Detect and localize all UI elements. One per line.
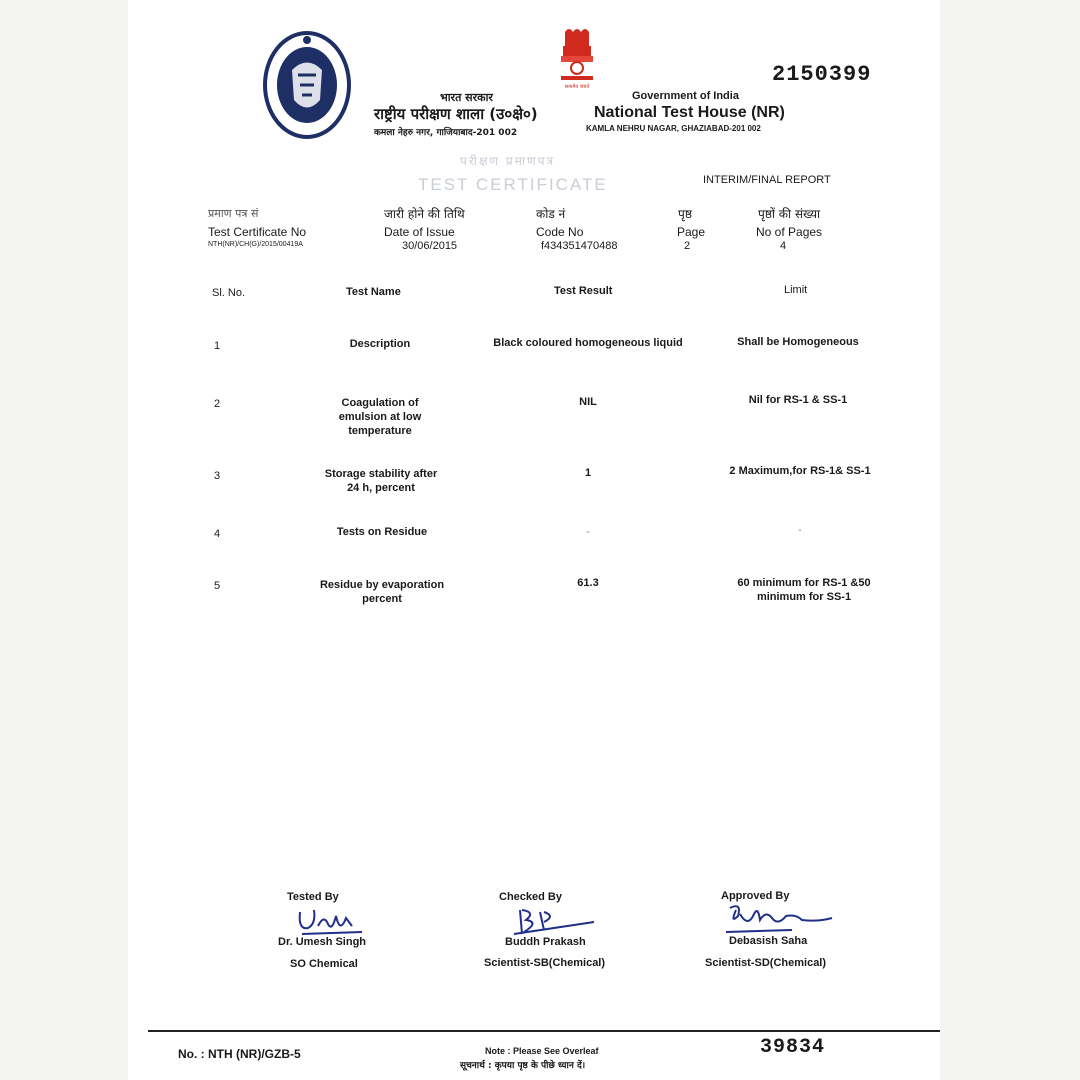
approved-by-signature xyxy=(722,900,838,936)
table-row-name: Storage stability after 24 h, percent xyxy=(324,468,438,494)
page-label: Page xyxy=(677,225,706,239)
tested-by-label: Tested By xyxy=(287,891,339,903)
serial-number: 2150399 xyxy=(772,62,872,87)
table-row-sl: 3 xyxy=(214,470,221,482)
code-hindi: कोड नं xyxy=(536,207,566,221)
table-row-sl: 4 xyxy=(214,528,221,540)
footer-note-hindi: सूचनार्थ : कृपया पृष्ठ के पीछे ध्यान दें। xyxy=(460,1061,586,1071)
hindi-govt: भारत सरकार xyxy=(440,91,493,104)
date-hindi: जारी होने की तिथि xyxy=(384,207,465,221)
table-row-name: Tests on Residue xyxy=(336,526,428,538)
table-row-limit: 60 minimum for RS-1 &50 minimum for SS-1 xyxy=(737,577,871,603)
table-row-sl: 5 xyxy=(214,580,221,592)
table-row-name: Description xyxy=(349,338,411,350)
header-limit: Limit xyxy=(784,284,808,296)
checked-by-name: Buddh Prakash xyxy=(505,936,586,948)
date-label: Date of Issue xyxy=(384,225,455,239)
table-row-limit: 2 Maximum,for RS-1& SS-1 xyxy=(729,465,871,477)
cert-no-value: NTH(NR)/CH(G)/2015/00419A xyxy=(208,241,303,248)
code-value: f434351470488 xyxy=(541,240,618,252)
checked-by-label: Checked By xyxy=(499,891,562,903)
date-value: 30/06/2015 xyxy=(402,240,458,252)
table-row-result: 1 xyxy=(584,467,592,479)
page-hindi: पृष्ठ xyxy=(678,207,692,221)
table-row-limit: Nil for RS-1 & SS-1 xyxy=(748,394,848,406)
pages-value: 4 xyxy=(780,240,787,252)
emblem-motto: सत्यमेव जयते xyxy=(564,84,590,90)
approved-by-name: Debasish Saha xyxy=(729,935,808,947)
table-row-sl: 1 xyxy=(214,340,221,352)
table-row-sl: 2 xyxy=(214,398,221,410)
document-title: TEST CERTIFICATE xyxy=(418,175,608,194)
nth-seal-logo xyxy=(262,30,352,140)
footer-number: 39834 xyxy=(760,1036,826,1059)
cert-no-label: Test Certificate No xyxy=(208,225,307,239)
table-row-result: NIL xyxy=(579,396,597,408)
table-row-result: - xyxy=(586,526,590,538)
pages-label: No of Pages xyxy=(756,225,823,239)
table-row-result: 61.3 xyxy=(577,577,599,589)
form-number: No. : NTH (NR)/GZB-5 xyxy=(178,1047,301,1061)
table-row-limit: Shall be Homogeneous xyxy=(737,336,859,348)
org-address: KAMLA NEHRU NAGAR, GHAZIABAD-201 002 xyxy=(586,124,761,133)
header-test-result: Test Result xyxy=(554,285,613,297)
title-hindi: परीक्षण प्रमाणपत्र xyxy=(460,154,556,168)
checked-by-signature xyxy=(510,904,600,940)
code-label: Code No xyxy=(536,225,584,239)
page-value: 2 xyxy=(684,240,691,252)
approved-by-designation: Scientist-SD(Chemical) xyxy=(705,957,827,969)
report-type: INTERIM/FINAL REPORT xyxy=(703,174,831,186)
org-name: National Test House (NR) xyxy=(594,104,785,121)
table-row-result: Black coloured homogeneous liquid xyxy=(493,337,683,349)
cert-no-hindi: प्रमाण पत्र सं xyxy=(208,207,259,220)
govt-label: Government of India xyxy=(632,90,739,102)
header-sl-no: Sl. No. xyxy=(212,287,246,299)
footer-divider xyxy=(148,1030,940,1032)
hindi-address: कमला नेहरु नगर, गाजियाबाद-201 002 xyxy=(374,128,518,138)
table-row-limit: - xyxy=(798,524,802,536)
approved-by-label: Approved By xyxy=(721,890,790,902)
hindi-org-name: राष्ट्रीय परीक्षण शाला (उ०क्षे०) xyxy=(374,105,538,123)
pages-hindi: पृष्ठों की संख्या xyxy=(758,207,821,221)
tested-by-signature xyxy=(294,904,370,940)
table-row-name: Coagulation of emulsion at low temperature xyxy=(338,397,422,437)
tested-by-designation: SO Chemical xyxy=(290,958,358,970)
footer-note: Note : Please See Overleaf xyxy=(485,1046,599,1056)
national-emblem-icon xyxy=(555,24,599,90)
checked-by-designation: Scientist-SB(Chemical) xyxy=(484,957,606,969)
header-test-name: Test Name xyxy=(346,286,401,298)
tested-by-name: Dr. Umesh Singh xyxy=(278,936,367,948)
table-row-name: Residue by evaporation percent xyxy=(319,579,445,605)
